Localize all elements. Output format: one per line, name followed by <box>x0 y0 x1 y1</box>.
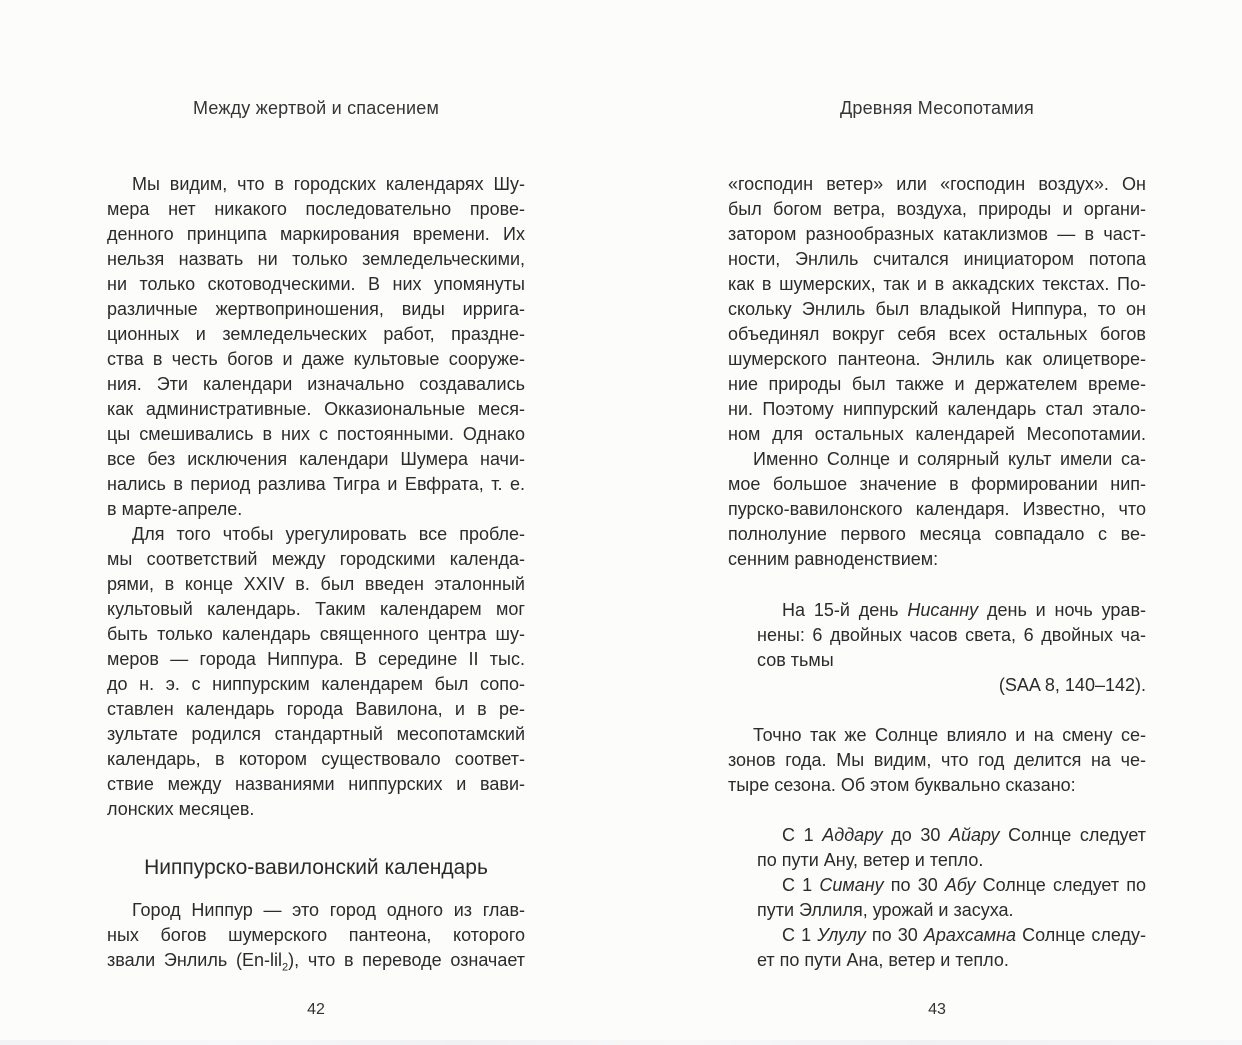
text-line: ности, Энлиль считался инициатором потопа <box>728 249 1146 269</box>
paragraph <box>107 172 525 522</box>
text-line: С 1 Симану по 30 Абу Солнце следует по <box>782 875 1146 895</box>
page-number-right: 43 <box>928 1001 946 1018</box>
block-quote <box>757 823 1146 973</box>
text-line: культовый календарь. Таким календарем мог <box>107 599 525 619</box>
text-line: мы соответствий между городскими календа- <box>107 549 525 569</box>
text-line: затором разнообразных катаклизмов — в част- <box>728 224 1146 244</box>
text-line: Мы видим, что в городских календарях Шу- <box>132 174 525 194</box>
text-line: лонских месяцев. <box>107 799 255 819</box>
text-line: в марте-апреле. <box>107 499 243 519</box>
block-quote <box>757 598 1146 673</box>
text-line: как административные. Окказиональные меся- <box>107 399 525 419</box>
text-line: скольку Энлиль был владыкой Ниппура, то он <box>728 299 1146 319</box>
text-line: объединял вокруг себя всех остальных богов <box>728 324 1146 344</box>
text-line: ном для остальных календарей Месопотамии. <box>728 424 1146 444</box>
text-line: нельзя назвать ни только земледельческими, <box>107 249 525 269</box>
text-line: различные жертвоприношения, виды иррига- <box>107 299 525 319</box>
running-head-left: Между жертвой и спасением <box>192 98 440 118</box>
text-line: Для того чтобы урегулировать все пробле- <box>132 524 525 544</box>
text-line: пурско-вавилонского календаря. Известно, что <box>728 499 1146 519</box>
page-right-body <box>728 172 1146 973</box>
page-number-left: 42 <box>307 1001 325 1018</box>
text-line: как в шумерских, так и в аккадских текстах. По- <box>728 274 1146 294</box>
text-line: быть только календарь священного центра шу- <box>107 624 525 644</box>
text-line: ет по пути Ана, ветер и тепло. <box>757 950 1009 970</box>
text-line: С 1 Аддару до 30 Айару Солнце следует <box>782 825 1146 845</box>
section-heading: Ниппурско-вавилонский календарь <box>144 856 488 879</box>
paragraph <box>728 172 1146 447</box>
text-line: С 1 Улулу по 30 Арахсамна Солнце следу- <box>782 925 1146 945</box>
text-line: ставлен календарь города Вавилона, и в ре- <box>107 699 525 719</box>
text-line: сенним равноденствием: <box>728 549 939 569</box>
text-line: календарь, в котором существовало соответ- <box>107 749 525 769</box>
text-line: сов тьмы <box>757 650 834 670</box>
text-line: был богом ветра, воздуха, природы и органи- <box>728 199 1146 219</box>
page-left-body <box>107 172 525 973</box>
text-line: На 15-й день Нисанну день и ночь урав- <box>782 600 1146 620</box>
text-line: рями, в конце XXIV в. был введен эталонный <box>107 574 525 594</box>
quote-attribution: (SAA 8, 140–142). <box>998 675 1146 695</box>
text-line: все без исключения календари Шумера начи- <box>107 449 525 469</box>
text-line: полнолуние первого месяца совпадало с ве- <box>728 524 1146 544</box>
text-line: до н. э. с ниппурским календарем был сопо- <box>107 674 525 694</box>
text-line: цы смешивались в них с постоянными. Однако <box>107 424 525 444</box>
text-line: Именно Солнце и солярный культ имели са- <box>753 449 1146 469</box>
scan-edge-strip <box>0 1040 1242 1045</box>
paragraph <box>107 898 525 973</box>
text-line: ства в честь богов и даже культовые сооруже- <box>107 349 525 369</box>
text-line: Точно так же Солнце влияло и на смену се- <box>753 725 1146 745</box>
text-line: шумерского пантеона. Энлиль как олицетворе- <box>728 349 1146 369</box>
text-line: мера нет никакого последовательно прове- <box>107 199 525 219</box>
text-line: ных богов шумерского пантеона, которого <box>107 925 525 945</box>
text-line: ние природы был также и держателем време- <box>728 374 1146 394</box>
text-line: ни только скотоводческими. В них упомянуты <box>107 274 525 294</box>
text-line: по пути Ану, ветер и тепло. <box>757 850 984 870</box>
text-line: зонов года. Мы видим, что год делится на че- <box>728 750 1146 770</box>
paragraph <box>728 723 1146 798</box>
text-line: мое большое значение в формировании нип- <box>728 474 1146 494</box>
running-head-right: Древняя Месопотамия <box>839 98 1035 118</box>
text-line: нались в период разлива Тигра и Евфрата, т. е. <box>107 474 525 494</box>
text-line: ционных и земледельческих работ, праздне- <box>107 324 525 344</box>
text-line: меров — города Ниппура. В середине II тыс. <box>107 649 525 669</box>
text-line: нены: 6 двойных часов света, 6 двойных ча- <box>757 625 1146 645</box>
text-line: звали Энлиль (En-lil$_2$), что в переводе означает <box>107 950 525 973</box>
text-line: тыре сезона. Об этом буквально сказано: <box>728 775 1076 795</box>
text-line: денного принципа маркирования времени. Их <box>107 224 525 244</box>
text-line: пути Эллиля, урожай и засуха. <box>757 900 1014 920</box>
paragraph <box>107 522 525 822</box>
paragraph <box>728 447 1146 572</box>
text-line: зультате родился стандартный месопотамский <box>107 724 525 744</box>
text-line: ния. Эти календари изначально создавались <box>107 374 525 394</box>
text-line: ни. Поэтому ниппурский календарь стал этало- <box>728 399 1146 419</box>
text-line: ствие между названиями ниппурских и вави- <box>107 774 525 794</box>
text-line: Город Ниппур — это город одного из глав- <box>132 900 525 920</box>
text-line: «господин ветер» или «господин воздух». Он <box>728 174 1146 194</box>
